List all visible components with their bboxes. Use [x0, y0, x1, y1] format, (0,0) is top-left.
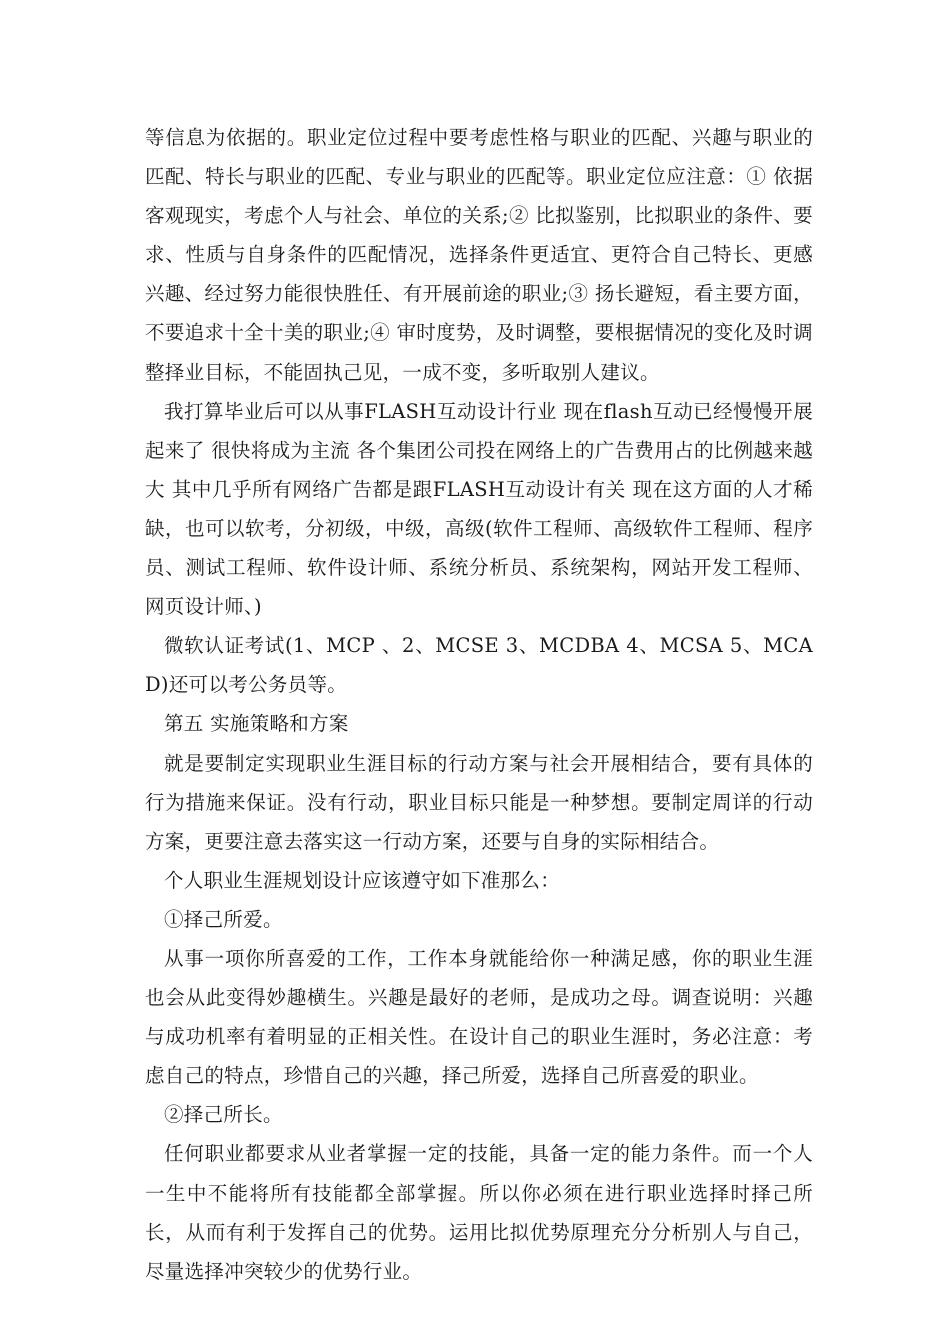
section-heading: 第五 实施策略和方案 — [164, 712, 349, 736]
document-body — [145, 118, 813, 1291]
paragraph-certification: 微软认证考试(1、MCP 、2、MCSE 3、MCDBA 4、MCSA 5、MCAD)还可以考公务员等。 — [145, 634, 813, 697]
paragraph-action-plan: 就是要制定实现职业生涯目标的行动方案与社会开展相结合，要有具体的行为措施来保证。没有行动，职业目标只能是一种梦想。要制定周详的行动方案，更要注意去落实这一行动方案，还要与自身的实际相结合。 — [145, 751, 813, 853]
paragraph-principle-1: 从事一项你所喜爱的工作，工作本身就能给你一种满足感，你的职业生涯也会从此变得妙趣横生。兴趣是最好的老师，是成功之母。调查说明：兴趣与成功机率有着明显的正相关性。在设计自己的职业生涯时，务必注意：考虑自己的特点，珍惜自己的兴趣，择己所爱，选择自己所喜爱的职业。 — [145, 946, 813, 1088]
paragraph-positioning-notes: 等信息为依据的。职业定位过程中要考虑性格与职业的匹配、兴趣与职业的匹配、特长与职业的匹配、专业与职业的匹配等。职业定位应注意：① 依据客观现实，考虑个人与社会、单位的关系;② 比拟鉴别，比拟职业的条件、要求、性质与自身条件的匹配情况，选择条件更适宜、更符合自己特长、更感兴趣、经过努力能很快胜任、有开展前途的职业;③ 扬长避短，看主要方面，不要追求十全十美的职业;④ 审时度势，及时调整，要根据情况的变化及时调整择业目标，不能固执己见，一成不变，多听取别人建议。 — [145, 126, 813, 384]
principle-heading-1: ①择己所爱。 — [164, 907, 283, 931]
paragraph-principle-2: 任何职业都要求从业者掌握一定的技能，具备一定的能力条件。而一个人一生中不能将所有技能都全部掌握。所以你必须在进行职业选择时择己所长，从而有利于发挥自己的优势。运用比拟优势原理充分分析别人与自己，尽量选择冲突较少的优势行业。 — [145, 1142, 813, 1283]
principle-heading-2: ②择己所长。 — [164, 1103, 283, 1127]
paragraph-career-plan: 我打算毕业后可以从事FLASH互动设计行业 现在flash互动已经慢慢开展起来了 很快将成为主流 各个集团公司投在网络上的广告费用占的比例越来越大 其中几乎所有网络广告都是跟FLASH互动设计有关 现在这方面的人才稀缺，也可以软考，分初级，中级，高级(软件工程师、高级软件工程师、程序员、测试工程师、软件设计师、系统分析员、系统架构，网站开发工程师、网页设计师、) — [145, 399, 813, 619]
paragraph-principles-intro: 个人职业生涯规划设计应该遵守如下准那么： — [164, 868, 561, 892]
